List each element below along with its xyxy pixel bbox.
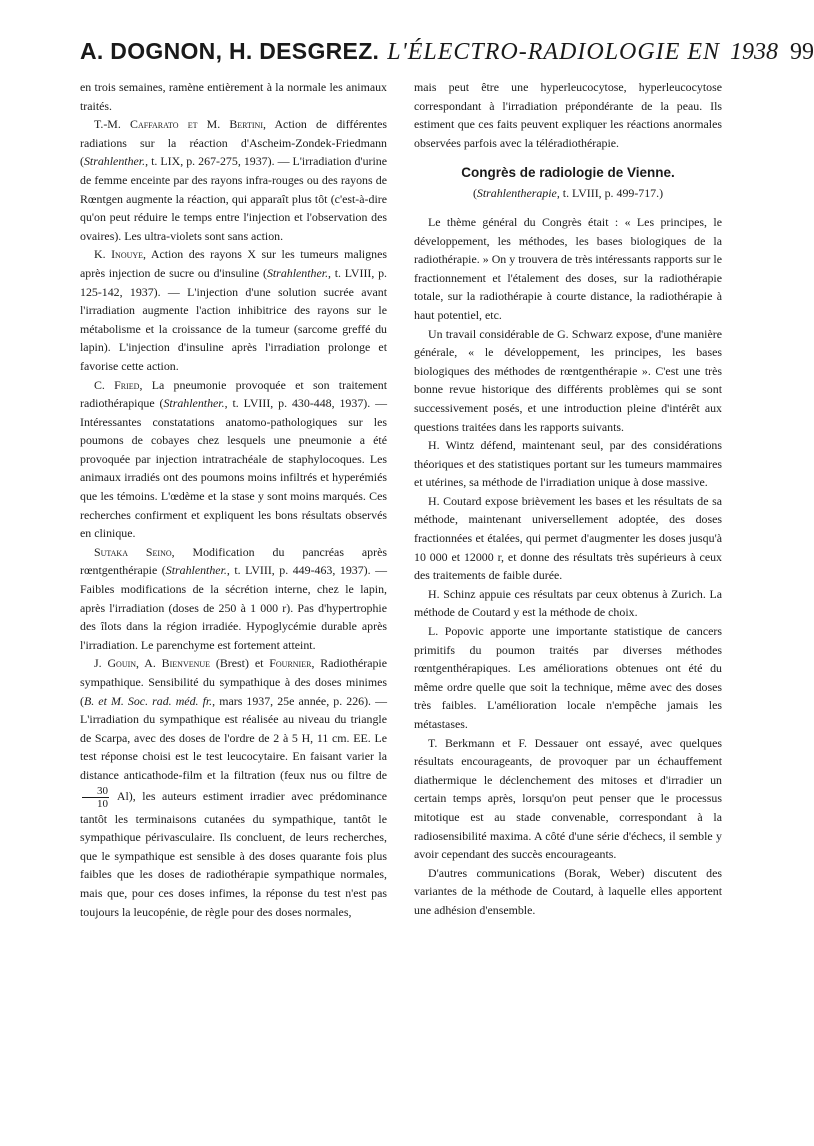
abstract-paragraph <box>80 543 387 655</box>
abstract-title: , Action de différentes radiations sur la réaction d'Ascheim-Zondek-Friedmann ( <box>80 117 387 169</box>
journal-name: Strahlentherapie <box>476 186 557 201</box>
abstract-authors: Fournier <box>269 656 312 671</box>
abstract-authors: Sutaka Seino <box>94 544 172 559</box>
abstract-title: , Action des rayons X sur les tumeurs malignes après injection de sucre ou d'insuline ( <box>80 247 387 280</box>
paragraph: L. Popovic apporte une importante statistique de cancers primitifs du poumon traités par diverses méthodes rœntgenthérapiques. Les améliorations obtenues ont été du même ordre quelle que soit la technique, même avec des doses très faibles. L'amélioration locale n'empêche jamais les métastases. <box>414 624 722 731</box>
left-column <box>80 78 387 921</box>
header-year: 1938 <box>730 39 779 65</box>
section-reference: (Strahlentherapie, t. LVIII, p. 499-717.) <box>472 186 664 201</box>
fraction-denominator: 10 <box>97 797 108 810</box>
paragraph: mais peut être une hyperleucocytose, hyperleucocytose correspondant à l'irradiation prépondérante de la peau. Ils estiment que ces faits peuvent expliquer les réactions anormales observées parfois avec la téléradiothérapie. <box>414 80 722 150</box>
abstract-title: , Modification du pancréas après rœntgenthérapie ( <box>80 544 387 578</box>
running-header <box>80 38 814 78</box>
abstract-paragraph <box>80 376 387 543</box>
paragraph: D'autres communications (Borak, Weber) discutent des variantes de la méthode de Coutard, à laquelle elles apportent une adhésion d'ensemble. <box>414 865 722 917</box>
abstract-authors: J. Gouin, A. Bienvenue <box>94 656 211 671</box>
abstract-authors: C. Fried <box>94 377 140 392</box>
journal-name: B. et M. Soc. rad. méd. fr. <box>83 693 213 708</box>
abstract-paragraph <box>80 245 387 375</box>
abstract-authors: T.-M. Caffarato et M. Bertini <box>94 117 263 132</box>
paragraph: H. Wintz défend, maintenant seul, par des considérations théoriques et des statistiques portant sur les tumeurs mammaires et utérines, sa méthode de l'irradiation unique à dose massive. <box>414 438 722 490</box>
reference-detail: , t. LVIII, p. 499-717.) <box>556 186 664 201</box>
abstract-body-continued: Al), les auteurs estiment irradier avec prédominance tantôt les terminaisons cutanées du sympathique, tantôt le sympathique périvasculaire. Ils concluent, de leurs recherches, que le sympathique est sensible à des doses quarante fois plus faibles que les doses de radiothérapie sympathique normales, mais que, pour ces doses infimes, la réponse du test n'est pas toujours la leucopénie, de règle pour des doses normales, <box>80 788 387 919</box>
filter-fraction <box>82 785 109 810</box>
abstract-affiliation: (Brest) et <box>210 656 270 671</box>
abstract-body: , mars 1937, 25e année, p. 226). — L'irradiation du sympathique est réalisée au niveau du triangle de Scarpa, avec des doses de l'ordre de 2 à 5 H, 11 cm. EE. Le test réponse choisi est le test leucocytaire. En faisant varier la distance anticathode-film et la filtration (feux nus ou filtre de <box>80 693 388 782</box>
paragraph: T. Berkmann et F. Dessauer ont essayé, avec quelques résultats encourageants, de provoquer par un échauffement diathermique le déclenchement des mitoses et d'irradier un certain temps après, lorsqu'on peut penser que le processus mitotique est au stade convenable, correspondant à la radiosensibilité maxima. A côté d'une série d'échecs, il semble y avoir cependant des succès encourageants. <box>414 735 722 862</box>
journal-name: Strahlenther. <box>163 396 225 411</box>
paragraph: Un travail considérable de G. Schwarz expose, d'une manière générale, « le développement, les principes, les bases biologiques des méthodes de rœntgenthérapie ». C'est une très bonne revue historique des différents problèmes qui se sont successivement posés, et une introduction pleine d'intérêt aux questions traitées dans les rapports suivants. <box>414 326 722 434</box>
abstract-paragraph <box>80 654 387 921</box>
header-authors: A. DOGNON, H. DESGREZ. <box>80 38 380 64</box>
abstract-paragraph <box>80 115 387 245</box>
abstract-body: , t. LVIII, p. 430-448, 1937). — Intéressantes constatations anatomo-pathologiques sur les poumons de cobayes chez lesquels une pneumonie a été provoquée par injection intratrachéale de staphylocoques. Les animaux irradiés ont des poumons moins infiltrés et hyperémiés que les témoins. L'œdème et la stase y sont moins marqués. Ces recherches confirment et expliquent les bons résultats observés en clinique. <box>80 396 387 541</box>
paragraph: H. Coutard expose brièvement les bases et les résultats de sa méthode, maintenant universellement adoptée, des doses fractionnées et étalées, qui permet d'augmenter les doses jusqu'à 10 000 et 12000 r, et donne des résultats très supérieurs à ceux des traitements de faible durée. <box>414 493 722 583</box>
abstract-title: , Radiothérapie sympathique. Sensibilité du sympathique à des doses minimes ( <box>80 656 387 708</box>
journal-name: Strahlenther. <box>165 563 227 578</box>
journal-name: Strahlenther. <box>83 154 146 169</box>
abstract-body: , t. LVIII, p. 449-463, 1937). — Faibles modifications de la sécrétion interne, chez le lapin, après l'irradiation (doses de 250 à 1 000 r). Pas d'hypertrophie des îlots dans la région irradiée. Hypoglycémie durable après l'irradiation. Le parenchyme est fortement atteint. <box>80 563 388 652</box>
section-title: Congrès de radiologie de Vienne. <box>461 165 675 181</box>
header-journal: L'ÉLECTRO-RADIOLOGIE EN <box>387 39 721 65</box>
paragraph: H. Schinz appuie ces résultats par ceux obtenus à Zurich. La méthode de Coutard y est la méthode de choix. <box>414 586 722 620</box>
page-number: 99 <box>790 39 814 65</box>
right-column <box>414 78 722 920</box>
paragraph: en trois semaines, ramène entièrement à la normale les animaux traités. <box>80 80 387 113</box>
abstract-body: , t. LIX, p. 267-275, 1937). — L'irradiation d'urine de femme enceinte par des rayons infra-rouges ou des rayons de Rœntgen augmente la réaction, qui apparaît plus tôt (c'est-à-dire qu'on peut réduire le temps entre l'injection et l'observation des ovaires). Les ultra-violets sont sans action. <box>80 154 387 243</box>
abstract-body: , t. LVIII, p. 125-142, 1937). — L'injection d'une solution sucrée avant l'irradiation augmente l'action inhibitrice des rayons sur le métabolisme et la croissance de la tumeur (sarcome greffé du lapin). L'injection d'insuline après l'irradiation prolonge et favorise cette action. <box>80 265 387 373</box>
journal-name: Strahlenther. <box>266 265 329 280</box>
fraction-numerator: 30 <box>82 785 109 798</box>
abstract-authors: K. Inouye <box>94 247 144 262</box>
abstract-title: , La pneumonie provoquée et son traitement radiothérapique ( <box>80 377 388 411</box>
paragraph: Le thème général du Congrès était : « Les principes, le développement, les méthodes, les bases biologiques de la radiothérapie. » On y trouvera de très intéressants rapports sur le fractionnement et l'étalement des doses, sur la radiothérapie totale, sur la radiothérapie à courte distance, la radiothérapie à haut potentiel, etc. <box>414 214 722 322</box>
